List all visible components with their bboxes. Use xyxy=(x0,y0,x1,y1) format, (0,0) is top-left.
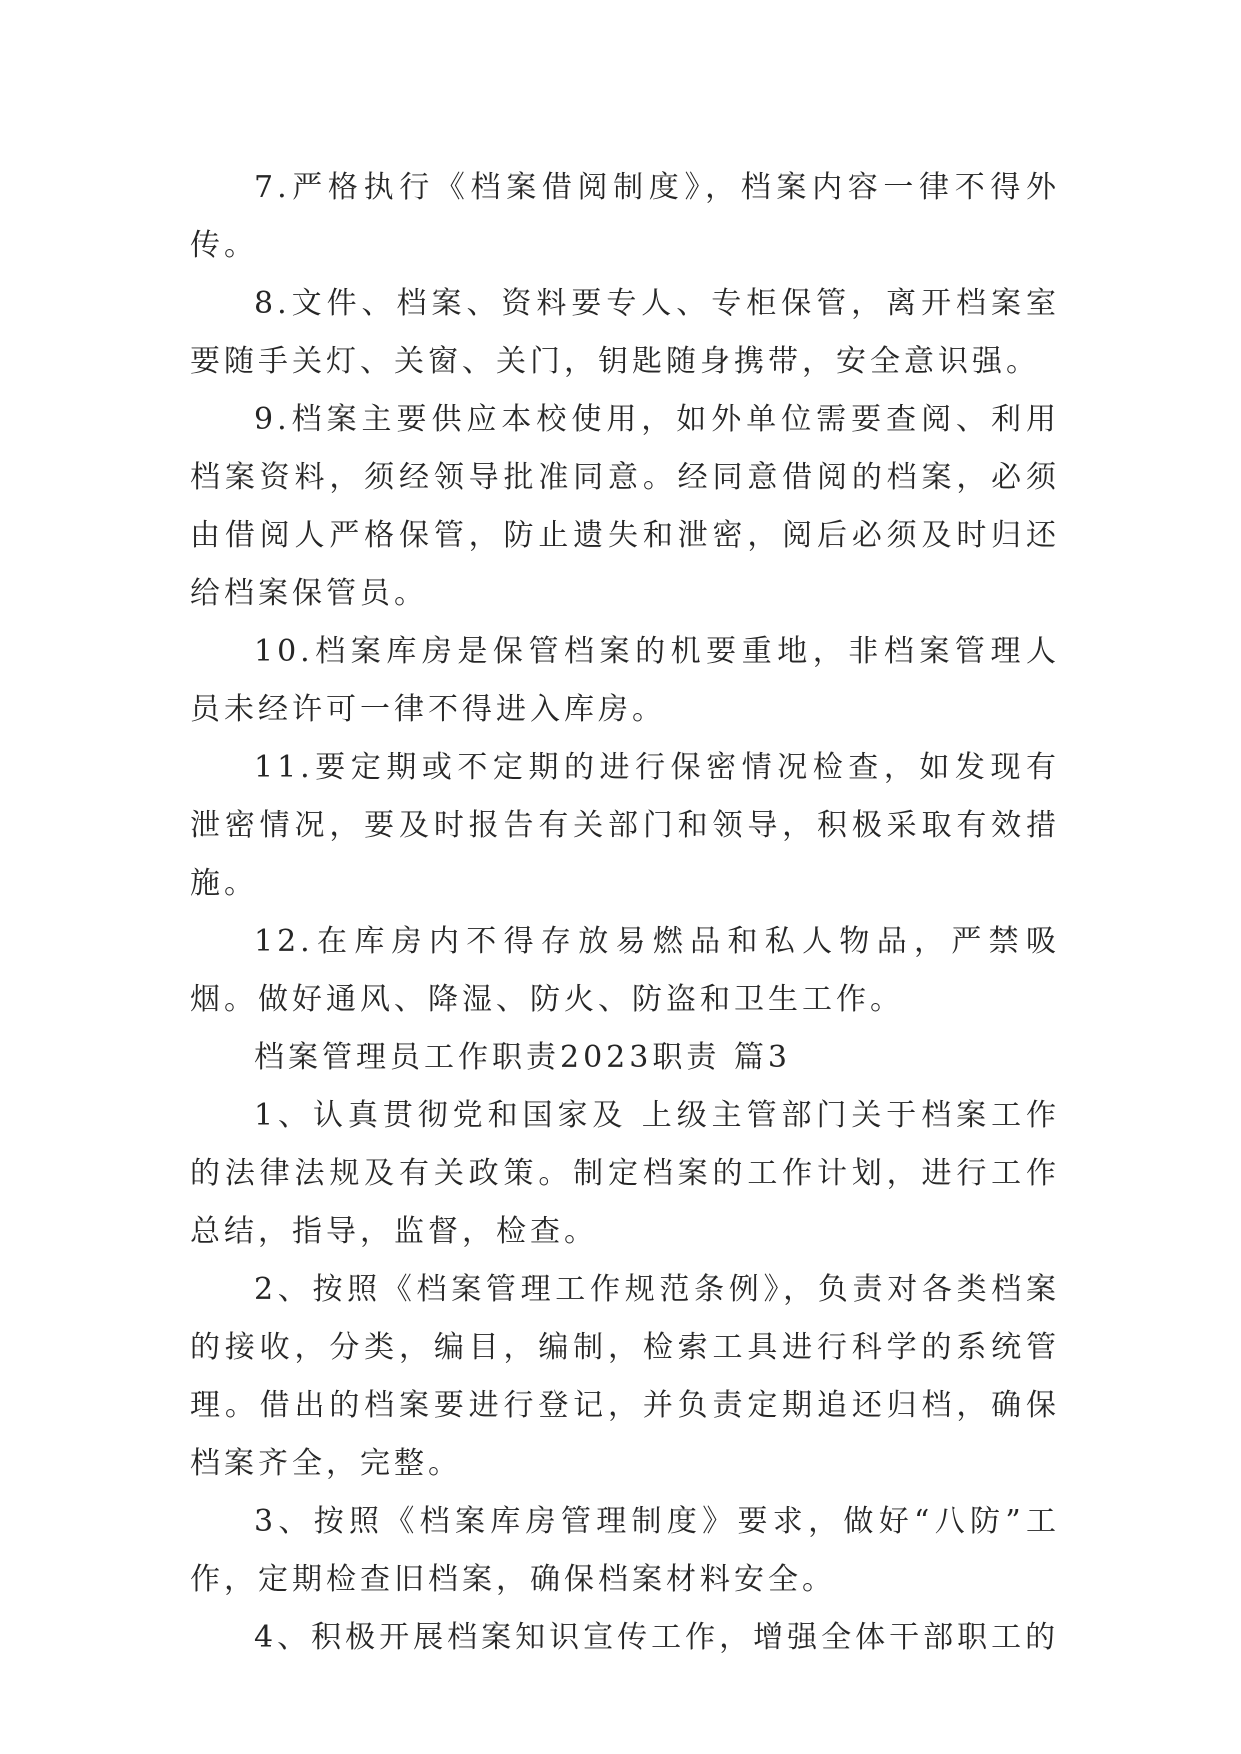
paragraph-item-12: 12.在库房内不得存放易燃品和私人物品，严禁吸烟。做好通风、降湿、防火、防盗和卫生工作。 xyxy=(190,924,1060,1017)
section-heading: 档案管理员工作职责2023职责 篇3 xyxy=(254,1040,791,1075)
duty-item-3: 3、按照《档案库房管理制度》要求，做好“八防”工作，定期检查旧档案，确保档案材料安全。 xyxy=(190,1504,1060,1597)
paragraph-item-7: 7.严格执行《档案借阅制度》，档案内容一律不得外传。 xyxy=(190,170,1060,263)
duty-item-4: 4、积极开展档案知识宣传工作，增强全体干部职工的 xyxy=(254,1620,1060,1655)
duty-item-2: 2、按照《档案管理工作规范条例》，负责对各类档案的接收，分类，编目，编制，检索工具进行科学的系统管理。借出的档案要进行登记，并负责定期追还归档，确保档案齐全，完整。 xyxy=(190,1272,1060,1481)
paragraph-item-10: 10.档案库房是保管档案的机要重地，非档案管理人员未经许可一律不得进入库房。 xyxy=(190,634,1060,727)
document-body xyxy=(190,159,1060,1667)
paragraph-item-8: 8.文件、档案、资料要专人、专柜保管，离开档案室要随手关灯、关窗、关门，钥匙随身携带，安全意识强。 xyxy=(190,286,1060,379)
paragraph-item-9: 9.档案主要供应本校使用，如外单位需要查阅、利用档案资料，须经领导批准同意。经同意借阅的档案，必须由借阅人严格保管，防止遗失和泄密，阅后必须及时归还给档案保管员。 xyxy=(190,402,1060,611)
paragraph-item-11: 11.要定期或不定期的进行保密情况检查，如发现有泄密情况，要及时报告有关部门和领导，积极采取有效措施。 xyxy=(190,750,1060,901)
duty-item-1: 1、认真贯彻党和国家及 上级主管部门关于档案工作的法律法规及有关政策。制定档案的工作计划，进行工作总结，指导，监督，检查。 xyxy=(190,1098,1060,1249)
